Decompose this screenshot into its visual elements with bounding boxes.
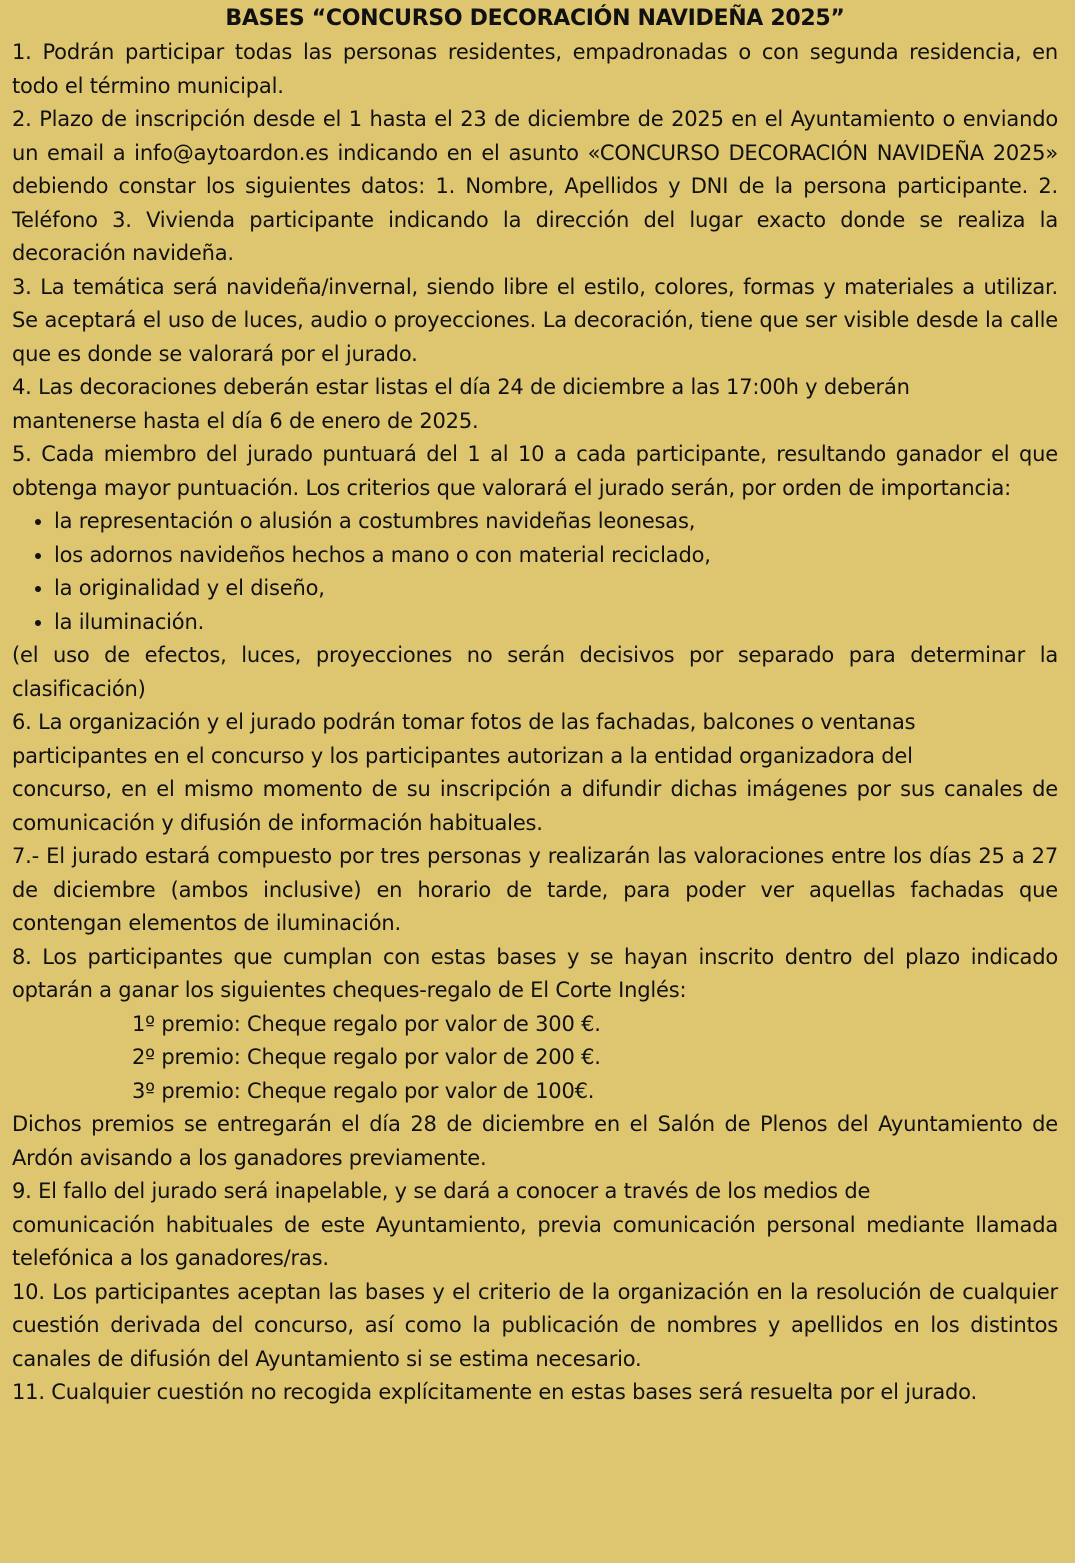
document-title: BASES “CONCURSO DECORACIÓN NAVIDEÑA 2025” — [225, 6, 845, 31]
clause-11: 11. Cualquier cuestión no recogida explícitamente en estas bases será resuelta por el jurado. — [12, 1380, 977, 1404]
clause-6-line: participantes en el concurso y los participantes autorizan a la entidad organizadora del — [12, 743, 913, 768]
clause-10: 10. Los participantes aceptan las bases y el criterio de la organización en la resolución de cualquier cuestión derivada del concurso, así como la publicación de nombres y apellidos en los distintos canales de difusión del Ayuntamiento si se estima necesario. — [12, 1279, 1058, 1371]
clause-9-line: 9. El fallo del jurado será inapelable, y se dará a conocer a través de los medios de — [12, 1179, 871, 1203]
clause-4 — [12, 371, 1058, 438]
prize-1: 1º premio: Cheque regalo por valor de 300 €. — [132, 1011, 601, 1036]
clause-6 — [12, 706, 1058, 840]
clause-6-line: concurso, en el mismo momento de su inscripción a difundir dichas imágenes por sus canales de comunicación y difusión de información habituales. — [12, 777, 1058, 835]
clause-5: 5. Cada miembro del jurado puntuará del 1 al 10 a cada participante, resultando ganador el que obtenga mayor puntuación. Los criterios que valorará el jurado serán, por orden de importancia: — [12, 442, 1058, 500]
clause-2: 2. Plazo de inscripción desde el 1 hasta el 23 de diciembre de 2025 en el Ayuntamiento o enviando un email a info@aytoardon.es indicando en el asunto «CONCURSO DECORACIÓN NAVIDEÑA 2025» debiendo constar los siguientes datos: 1. Nombre, Apellidos y DNI de la persona participante. 2. Teléfono 3. Vivienda participante indicando la dirección del lugar exacto donde se realiza la decoración navideña. — [12, 107, 1058, 265]
clause-4-line: 4. Las decoraciones deberán estar listas el día 24 de diciembre a las 17:00h y deberán — [12, 375, 910, 399]
clause-8-note: Dichos premios se entregarán el día 28 de diciembre en el Salón de Plenos del Ayuntamiento de Ardón avisando a los ganadores previamente. — [12, 1112, 1058, 1170]
clause-7: 7.- El jurado estará compuesto por tres personas y realizarán las valoraciones entre los días 25 a 27 de diciembre (ambos inclusive) en horario de tarde, para poder ver aquellas fachadas que contengan elementos de iluminación. — [12, 844, 1058, 935]
clause-5-note: (el uso de efectos, luces, proyecciones no serán decisivos por separado para determinar la clasificación) — [12, 643, 1058, 701]
clause-3: 3. La temática será navideña/invernal, siendo libre el estilo, colores, formas y materiales a utilizar. Se aceptará el uso de luces, audio o proyecciones. La decoración, tiene que ser visible desde la calle que es donde se valorará por el jurado. — [12, 274, 1058, 366]
criteria-item: • los adornos navideños hechos a mano o con material reciclado, — [54, 539, 1058, 573]
criteria-item: • la representación o alusión a costumbres navideñas leonesas, — [54, 505, 1058, 539]
clause-9-line: comunicación habituales de este Ayuntamiento, previa comunicación personal mediante llamada telefónica a los ganadores/ras. — [12, 1212, 1058, 1270]
prize-2: 2º premio: Cheque regalo por valor de 200 €. — [132, 1045, 601, 1069]
criteria-list — [12, 505, 1058, 639]
clause-8: 8. Los participantes que cumplan con estas bases y se hayan inscrito dentro del plazo indicado optarán a ganar los siguientes cheques-regalo de El Corte Inglés: — [12, 944, 1058, 1002]
clause-4-line: mantenerse hasta el día 6 de enero de 2025. — [12, 408, 479, 433]
clause-1: 1. Podrán participar todas las personas residentes, empadronadas o con segunda residencia, en todo el término municipal. — [12, 40, 1058, 98]
clause-9 — [12, 1175, 1058, 1276]
criteria-item: • la iluminación. — [54, 606, 1058, 640]
prize-3: 3º premio: Cheque regalo por valor de 100€. — [132, 1078, 595, 1103]
clause-6-line: 6. La organización y el jurado podrán tomar fotos de las fachadas, balcones o ventanas — [12, 710, 916, 734]
criteria-item: • la originalidad y el diseño, — [54, 572, 1058, 606]
